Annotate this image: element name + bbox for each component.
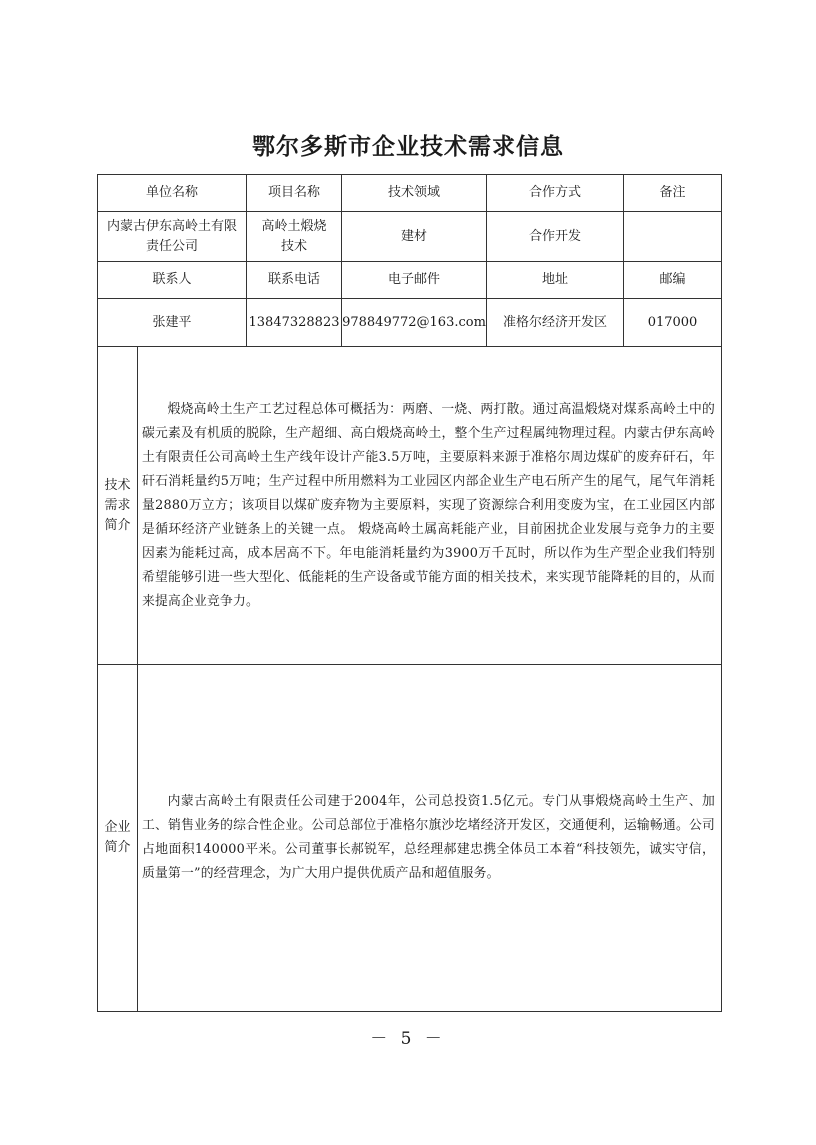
header-tech-field: 技术领域 (342, 175, 487, 212)
header-address: 地址 (487, 262, 624, 299)
project-name-line-2: 技术 (281, 238, 308, 254)
header-row-2 (98, 262, 722, 299)
cell-tech-field: 建材 (342, 212, 487, 262)
data-row-2 (98, 299, 722, 347)
company-intro-text: 内蒙古高岭土有限责任公司建于2004年，公司总投资1.5亿元。专门从事煅烧高岭土生产、加工、销售业务的综合性企业。公司总部位于准格尔旗沙圪堵经济开发区，交通便利，运输畅通。公司占地面积140000平米。公司董事长郝锐军，总经理郝建忠携全体员工本着“科技领先，诚实守信，质量第一”的经营理念，为广大用户提供优质产品和超值服务。 (142, 794, 716, 881)
project-name-line-1: 高岭土煅烧 (261, 218, 327, 234)
page-title: 鄂尔多斯市企业技术需求信息 (252, 133, 564, 160)
cell-contact: 张建平 (98, 299, 247, 347)
cell-remarks (624, 212, 722, 262)
company-intro-label: 企业 简介 (98, 665, 138, 1012)
cell-unit-name (98, 212, 247, 262)
unit-name-line-1: 内蒙古伊东高岭土有限 (107, 218, 238, 234)
cell-address: 准格尔经济开发区 (487, 299, 624, 347)
cell-coop-mode: 合作开发 (487, 212, 624, 262)
header-coop-mode: 合作方式 (487, 175, 624, 212)
company-intro-row (98, 665, 722, 1012)
cell-phone: 13847328823 (247, 299, 342, 347)
tech-demand-table (97, 174, 722, 1012)
header-postcode: 邮编 (624, 262, 722, 299)
cell-email: 978849772@163.com (342, 299, 487, 347)
cell-postcode: 017000 (624, 299, 722, 347)
header-email: 电子邮件 (342, 262, 487, 299)
tech-demand-content (138, 347, 722, 665)
header-remarks: 备注 (624, 175, 722, 212)
tech-demand-row (98, 347, 722, 665)
header-unit-name: 单位名称 (98, 175, 247, 212)
tech-demand-text: 煅烧高岭土生产工艺过程总体可概括为：两磨、一烧、两打散。通过高温煅烧对煤系高岭土中的碳元素及有机质的脱除，生产超细、高白煅烧高岭土，整个生产过程属纯物理过程。内蒙古伊东高岭土有限责任公司高岭土生产线年设计产能3.5万吨，主要原料来源于准格尔周边煤矿的废弃矸石，年矸石消耗量约5万吨；生产过程中所用燃料为工业园区内部企业生产电石所产生的尾气，尾气年消耗量2880万立方；该项目以煤矿废弃物为主要原料，实现了资源综合利用变废为宝，在工业园区内部是循环经济产业链条上的关键一点。 煅烧高岭土属高耗能产业，目前困扰企业发展与竞争力的主要因素为能耗过高，成本居高不下。年电能消耗量约为3900万千瓦时，所以作为生产型企业我们特别希望能够引进一些大型化、低能耗的生产设备或节能方面的相关技术，来实现节能降耗的目的，从而来提高企业竞争力。 (142, 401, 716, 609)
cell-project-name (247, 212, 342, 262)
header-contact: 联系人 (98, 262, 247, 299)
header-project-name: 项目名称 (247, 175, 342, 212)
header-row-1 (98, 175, 722, 212)
data-row-1 (98, 212, 722, 262)
page-number: － 5 － (370, 1029, 446, 1049)
header-phone: 联系电话 (247, 262, 342, 299)
unit-name-line-2: 责任公司 (146, 238, 199, 254)
tech-demand-label: 技术 需求 简介 (98, 347, 138, 665)
company-intro-content (138, 665, 722, 1012)
